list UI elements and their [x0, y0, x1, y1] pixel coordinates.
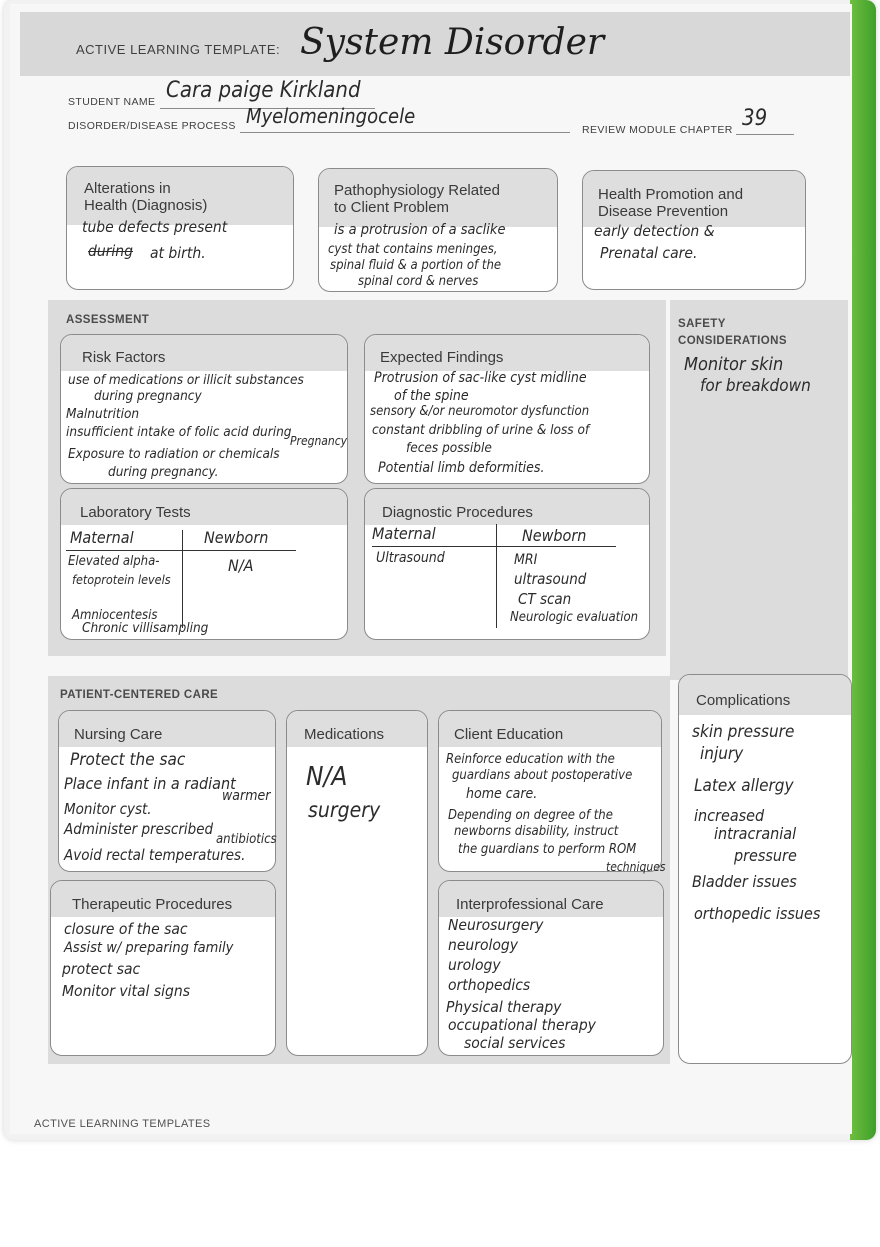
diagnostic-newborn-3: CT scan: [518, 590, 572, 608]
pathophysiology-line-2: cyst that contains meninges,: [328, 242, 498, 257]
complications-line-4: increased: [694, 806, 765, 825]
nursing-care-line-7: Avoid rectal temperatures.: [64, 846, 246, 864]
interprofessional-care-title: Interprofessional Care: [456, 896, 604, 913]
interprofessional-line-1: Neurosurgery: [448, 916, 544, 934]
complications-line-7: Bladder issues: [692, 872, 797, 891]
client-education-line-3: home care.: [466, 786, 538, 802]
patient-care-label: PATIENT-CENTERED CARE: [60, 689, 219, 701]
assessment-label: ASSESSMENT: [66, 314, 150, 326]
client-education-title: Client Education: [454, 726, 564, 743]
health-promotion-line-2: Prenatal care.: [600, 244, 698, 262]
diagnostic-newborn-4: Neurologic evaluation: [510, 610, 639, 625]
expected-findings-title: Expected Findings: [380, 349, 504, 366]
interprofessional-line-2: neurology: [448, 936, 519, 954]
template-name: System Disorder: [300, 22, 605, 63]
alterations-title: Alterations in Health (Diagnosis): [84, 180, 208, 215]
interprofessional-line-6: occupational therapy: [448, 1016, 596, 1034]
medications-line-1: N/A: [306, 762, 348, 792]
student-name-value: Cara paige Kirkland: [166, 78, 361, 103]
health-promotion-line-1: early detection &: [594, 222, 715, 240]
disorder-label: DISORDER/DISEASE PROCESS: [68, 120, 236, 132]
lab-tests-maternal-1: Elevated alpha-: [68, 554, 160, 569]
expected-findings-line-3: sensory &/or neuromotor dysfunction: [370, 404, 590, 419]
complications-line-1: skin pressure: [692, 722, 795, 742]
document-photo: [4, 0, 876, 1140]
pathophysiology-title: Pathophysiology Related to Client Problem: [334, 182, 500, 217]
complications-line-2: injury: [700, 744, 744, 764]
expected-findings-line-6: Potential limb deformities.: [378, 460, 545, 476]
risk-factors-line-5: Pregnancy: [290, 434, 348, 448]
risk-factors-line-6: Exposure to radiation or chemicals: [68, 446, 280, 462]
therapeutic-line-2: Assist w/ preparing family: [64, 940, 234, 956]
nursing-care-line-6: antibiotics: [216, 832, 277, 847]
pathophysiology-line-3: spinal fluid & a portion of the: [330, 258, 502, 273]
health-promotion-title: Health Promotion and Disease Prevention: [598, 186, 744, 221]
risk-factors-line-1: use of medications or illicit substances: [68, 372, 304, 388]
risk-factors-line-2: during pregnancy: [94, 388, 202, 404]
therapeutic-line-4: Monitor vital signs: [62, 982, 190, 1000]
client-education-line-7: techniques: [606, 860, 666, 874]
expected-findings-line-1: Protrusion of sac-like cyst midline: [374, 370, 587, 386]
safety-label: SAFETY CONSIDERATIONS: [678, 318, 787, 347]
interprofessional-line-4: orthopedics: [448, 976, 531, 994]
therapeutic-line-3: protect sac: [62, 960, 141, 978]
diagnostic-newborn-1: MRI: [514, 552, 538, 568]
risk-factors-title: Risk Factors: [82, 349, 166, 366]
therapeutic-line-1: closure of the sac: [64, 920, 188, 938]
client-education-line-4: Depending on degree of the: [448, 808, 613, 823]
diagnostic-col-newborn: Newborn: [522, 526, 587, 545]
lab-tests-title: Laboratory Tests: [80, 504, 191, 521]
diagnostic-newborn-2: ultrasound: [514, 570, 587, 588]
lab-tests-col-newborn: Newborn: [204, 528, 269, 547]
diagnostic-procedures-title: Diagnostic Procedures: [382, 504, 533, 521]
binder-edge: [850, 0, 876, 1140]
disorder-value: Myelomeningocele: [246, 104, 416, 128]
safety-line-1: Monitor skin: [684, 354, 784, 375]
nursing-care-line-2: Place infant in a radiant: [64, 774, 236, 793]
diagnostic-col-maternal: Maternal: [372, 524, 436, 543]
client-education-line-5: newborns disability, instruct: [454, 824, 619, 839]
diagnostic-divider-v: [496, 524, 497, 628]
review-label: REVIEW MODULE CHAPTER: [582, 124, 733, 136]
complications-line-6: pressure: [734, 846, 797, 865]
risk-factors-line-3: Malnutrition: [66, 406, 140, 422]
expected-findings-line-2: of the spine: [394, 388, 469, 404]
nursing-care-title: Nursing Care: [74, 726, 163, 743]
risk-factors-line-7: during pregnancy.: [108, 464, 219, 480]
pathophysiology-line-4: spinal cord & nerves: [358, 274, 479, 289]
lab-tests-col-maternal: Maternal: [70, 528, 134, 547]
lab-tests-divider-h: [66, 550, 296, 551]
expected-findings-line-5: feces possible: [406, 440, 492, 456]
risk-factors-line-4: insufficient intake of folic acid during: [66, 424, 292, 440]
alterations-line-1: tube defects present: [82, 218, 228, 236]
lab-tests-divider-v: [182, 530, 183, 628]
client-education-line-1: Reinforce education with the: [446, 752, 615, 767]
review-value: 39: [742, 106, 768, 131]
complications-line-5: intracranial: [714, 824, 797, 843]
lab-tests-maternal-4: Chronic villisampling: [82, 620, 209, 636]
nursing-care-line-4: Monitor cyst.: [64, 800, 152, 818]
diagnostic-divider-h: [372, 546, 616, 547]
lab-tests-maternal-2: fetoprotein levels: [72, 572, 171, 587]
pathophysiology-line-1: is a protrusion of a saclike: [334, 222, 506, 238]
interprofessional-line-7: social services: [464, 1034, 566, 1052]
medications-line-2: surgery: [308, 798, 381, 822]
diagnostic-maternal-1: Ultrasound: [376, 550, 445, 566]
template-label: ACTIVE LEARNING TEMPLATE:: [76, 42, 281, 57]
alterations-line-3: at birth.: [150, 244, 206, 262]
lab-tests-newborn-1: N/A: [228, 556, 254, 575]
nursing-care-line-5: Administer prescribed: [64, 820, 214, 838]
medications-title: Medications: [304, 726, 385, 743]
student-name-label: STUDENT NAME: [68, 96, 156, 108]
nursing-care-line-3: warmer: [222, 788, 271, 804]
client-education-line-6: the guardians to perform ROM: [458, 842, 637, 857]
template-page: [10, 4, 852, 1134]
nursing-care-line-1: Protect the sac: [70, 750, 186, 770]
footer-text: ACTIVE LEARNING TEMPLATES: [34, 1118, 211, 1130]
expected-findings-line-4: constant dribbling of urine & loss of: [372, 422, 590, 438]
interprofessional-line-5: Physical therapy: [446, 998, 562, 1016]
safety-line-2: for breakdown: [700, 376, 811, 396]
complications-line-8: orthopedic issues: [694, 904, 821, 923]
therapeutic-procedures-title: Therapeutic Procedures: [72, 896, 233, 913]
lab-tests-maternal-3: Amniocentesis: [72, 608, 158, 623]
complications-title: Complications: [696, 692, 791, 709]
client-education-line-2: guardians about postoperative: [452, 768, 633, 783]
interprofessional-line-3: urology: [448, 956, 501, 974]
complications-line-3: Latex allergy: [694, 776, 794, 796]
alterations-line-2: during: [88, 242, 133, 260]
